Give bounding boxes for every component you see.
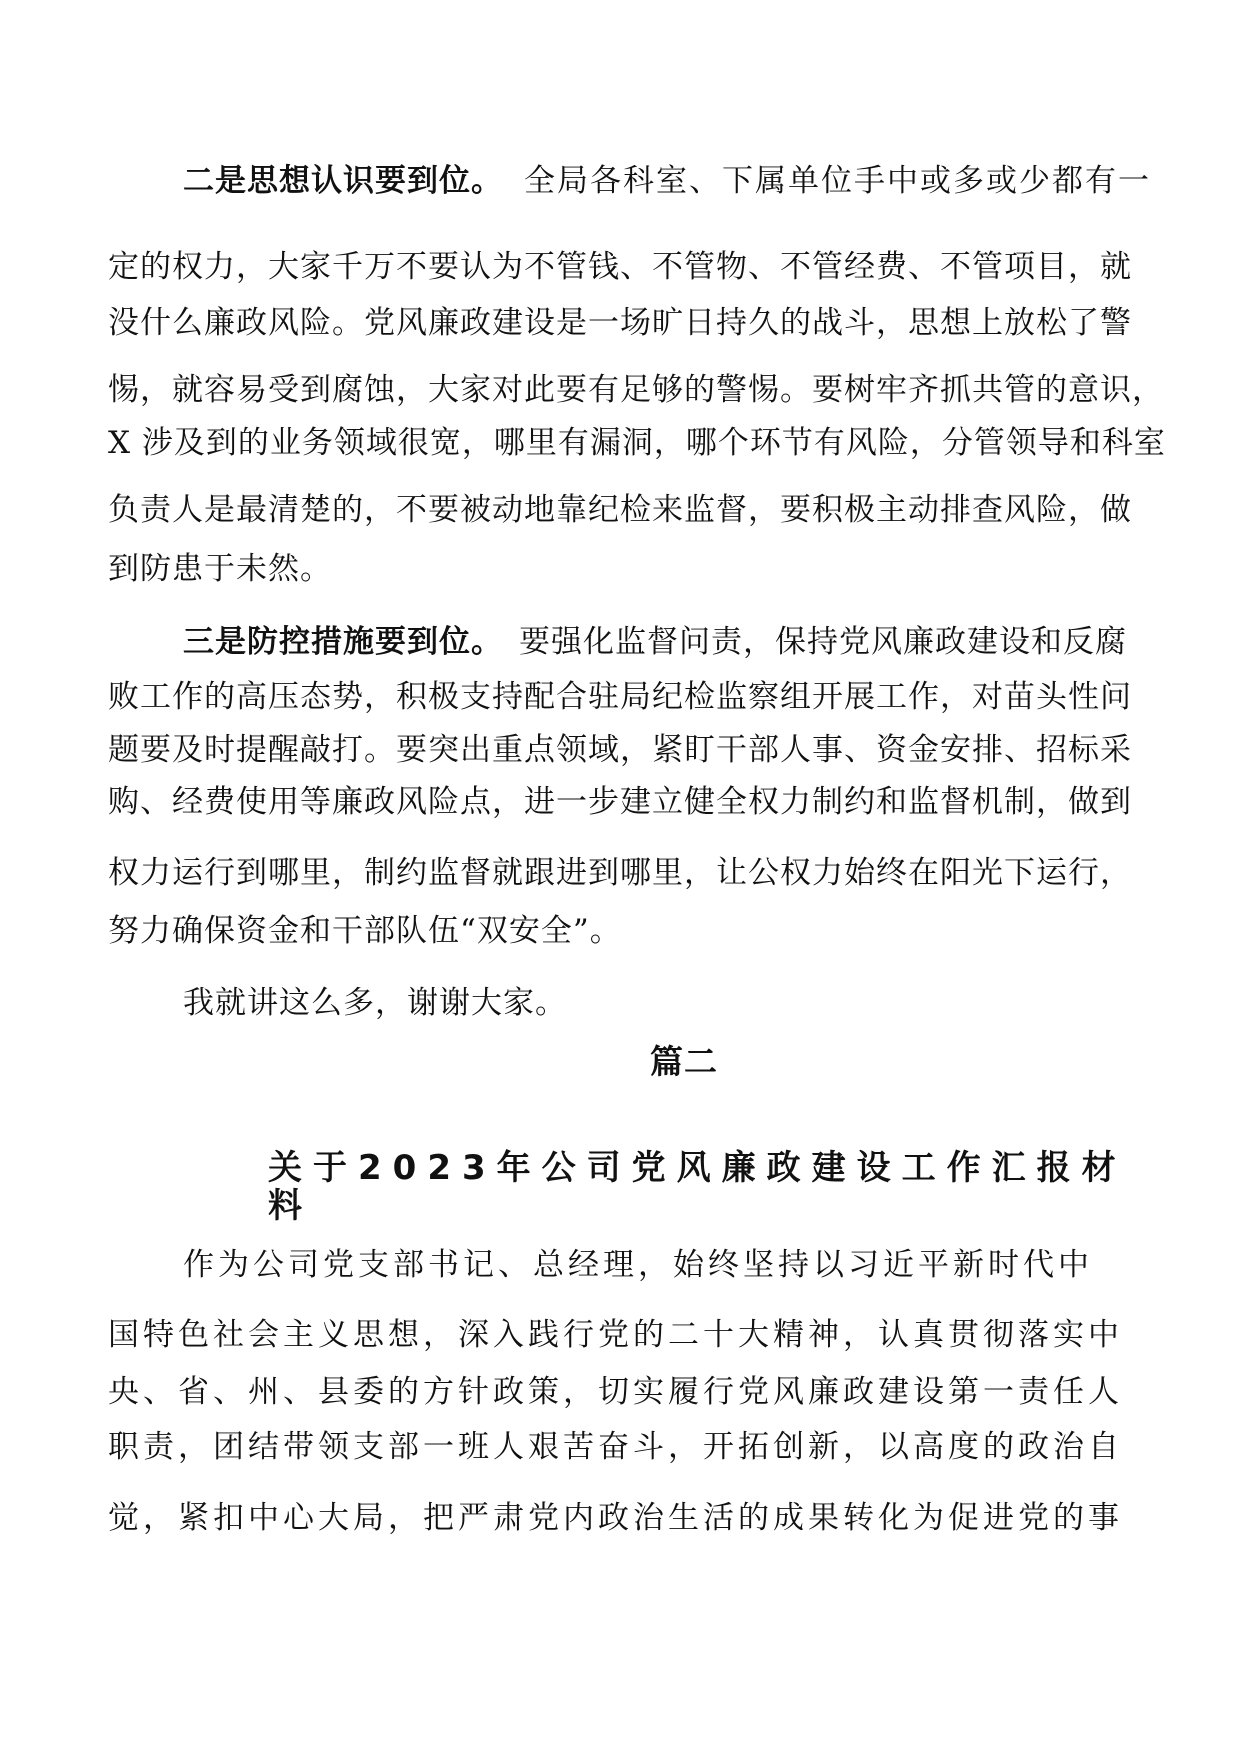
paragraph-lead: 二是思想认识要到位。 bbox=[183, 163, 503, 199]
paragraph-line: 要强化监督问责，保持党风廉政建设和反腐 bbox=[519, 624, 1127, 660]
closing-line: 我就讲这么多，谢谢大家。 bbox=[183, 985, 567, 1021]
paragraph-line: 到防患于未然。 bbox=[108, 551, 332, 587]
paragraph-line: 努力确保资金和干部队伍“双安全”。 bbox=[108, 913, 622, 949]
part-heading: 篇二 bbox=[650, 1042, 718, 1081]
paragraph-line: 购、经费使用等廉政风险点，进一步建立健全权力制约和监督机制，做到 bbox=[108, 784, 1132, 820]
paragraph-line: 国特色社会主义思想，深入践行党的二十大精神，认真贯彻落实中 bbox=[108, 1317, 1123, 1353]
paragraph-line: 全局各科室、下属单位手中或多或少都有一 bbox=[524, 163, 1151, 199]
paragraph-line bbox=[183, 161, 503, 201]
paragraph-line: 权力运行到哪里，制约监督就跟进到哪里，让公权力始终在阳光下运行， bbox=[108, 855, 1132, 891]
paragraph-line: 负责人是最清楚的，不要被动地靠纪检来监督，要积极主动排查风险，做 bbox=[108, 492, 1132, 528]
paragraph-line: 觉，紧扣中心大局，把严肃党内政治生活的成果转化为促进党的事 bbox=[108, 1500, 1123, 1536]
report-title: 关于2023年公司党风廉政建设工作汇报材 bbox=[268, 1148, 1127, 1188]
paragraph-line: 定的权力，大家千万不要认为不管钱、不管物、不管经费、不管项目，就 bbox=[108, 249, 1132, 285]
paragraph-line: 没什么廉政风险。党风廉政建设是一场旷日持久的战斗，思想上放松了警 bbox=[108, 305, 1132, 341]
report-title-continued: 料 bbox=[268, 1186, 302, 1226]
paragraph-line: 败工作的高压态势，积极支持配合驻局纪检监察组开展工作，对苗头性问 bbox=[108, 679, 1132, 715]
paragraph-line: 惕，就容易受到腐蚀，大家对此要有足够的警惕。要树牢齐抓共管的意识， bbox=[108, 372, 1164, 408]
paragraph-line: X 涉及到的业务领域很宽，哪里有漏洞，哪个环节有风险，分管领导和科室 bbox=[108, 425, 1166, 461]
paragraph-line: 题要及时提醒敲打。要突出重点领域，紧盯干部人事、资金安排、招标采 bbox=[108, 732, 1132, 768]
paragraph-line: 作为公司党支部书记、总经理，始终坚持以习近平新时代中 bbox=[183, 1247, 1093, 1283]
paragraph-lead: 三是防控措施要到位。 bbox=[183, 624, 503, 660]
paragraph-line: 职责，团结带领支部一班人艰苦奋斗，开拓创新，以高度的政治自 bbox=[108, 1429, 1123, 1465]
paragraph-line bbox=[183, 622, 503, 662]
paragraph-line: 央、省、州、县委的方针政策，切实履行党风廉政建设第一责任人 bbox=[108, 1374, 1123, 1410]
